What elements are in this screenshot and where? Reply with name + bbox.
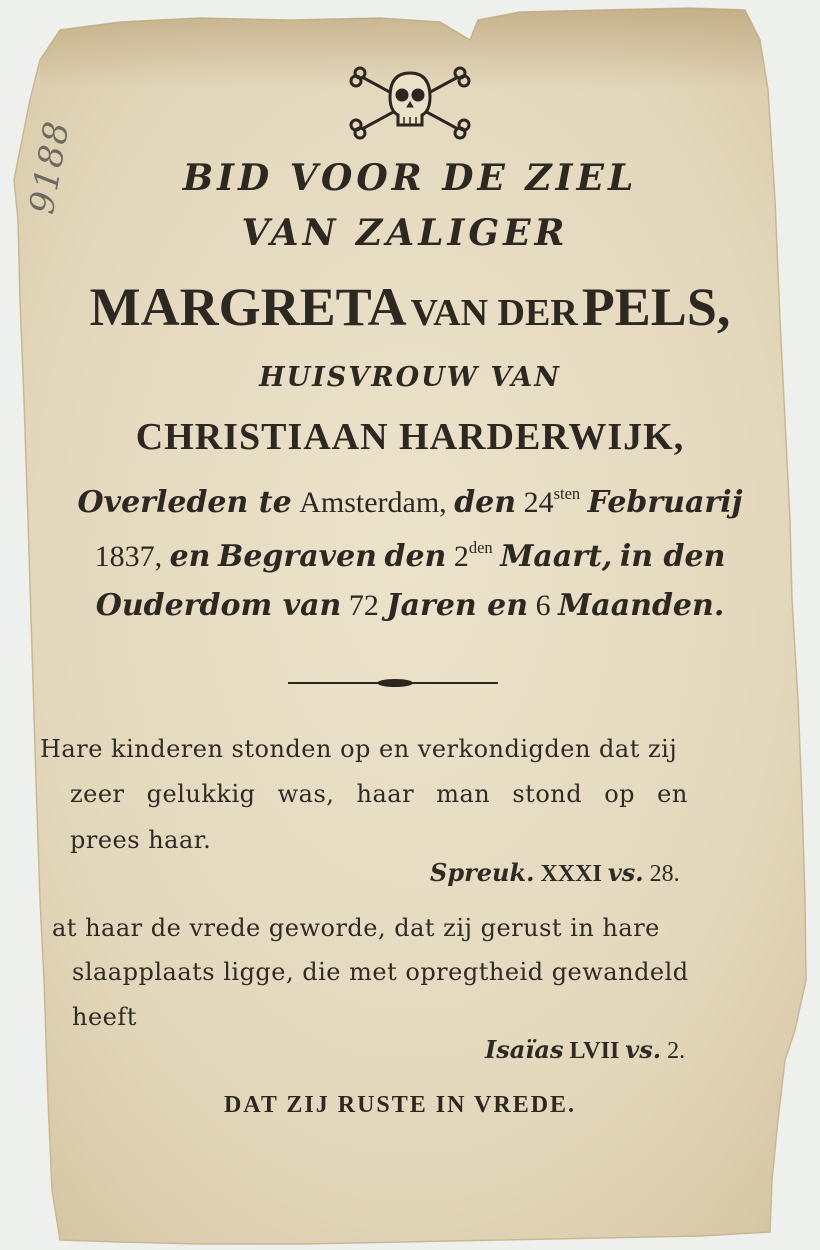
burial-day: $2^{den}$ [453,538,493,574]
burial-den: den [384,539,447,575]
deceased-last-name: PELS, [581,277,731,337]
verse2-reference: Isaïas LVII vs. 2. [485,1035,686,1064]
age-years: 72 [348,589,379,622]
death-label: Overleden te [77,485,292,521]
closing-line: DAT ZIJ RUSTE IN VREDE. [223,1092,577,1118]
deceased-first-name: MARGRETA [89,277,407,337]
verse2-line-1: at haar de vrede geworde, dat zij gerust in hare [52,914,660,942]
burial-in-den: in den [619,539,726,575]
verse1-line-2: zeer gelukkig was, haar man stond op en [70,780,688,808]
death-month: Februarij [587,485,743,521]
relation-line: HUISVROUW VAN [259,362,561,393]
age-line [0,588,820,623]
age-months: 6 [535,589,551,622]
heading-line-1: BID VOOR DE ZIEL [182,157,638,199]
spouse-name: CHRISTIAAN HARDERWIJK, [135,416,685,458]
verse2-line-3: heeft [72,1003,137,1031]
burial-label: Begraven [217,539,377,575]
age-label: Ouderdom van [95,588,342,623]
burial-line [0,538,820,574]
death-den: den [454,485,517,521]
death-day: $24^{sten}$ [523,484,581,520]
death-place: Amsterdam, [299,486,447,520]
age-months-label: Maanden. [558,588,725,623]
burial-month: Maart, [500,539,613,575]
verse1-line-1: Hare kinderen stonden op en verkondigden dat zij [40,735,678,763]
burial-en: en [169,539,211,575]
verse2-line-2: slaapplaats ligge, die met opregtheid gewandeld [72,958,689,986]
deceased-name [0,276,820,338]
age-years-label: Jaren en [386,588,529,623]
heading-line-2: VAN ZALIGER [241,212,569,254]
verse1-reference: Spreuk. XXXI vs. 28. [430,858,680,887]
deceased-name-infix: VAN DER [410,292,578,334]
death-year: 1837, [94,540,163,574]
death-line [0,484,820,520]
verse1-line-3: prees haar. [70,826,212,854]
catalog-number: 9188 [22,116,78,217]
